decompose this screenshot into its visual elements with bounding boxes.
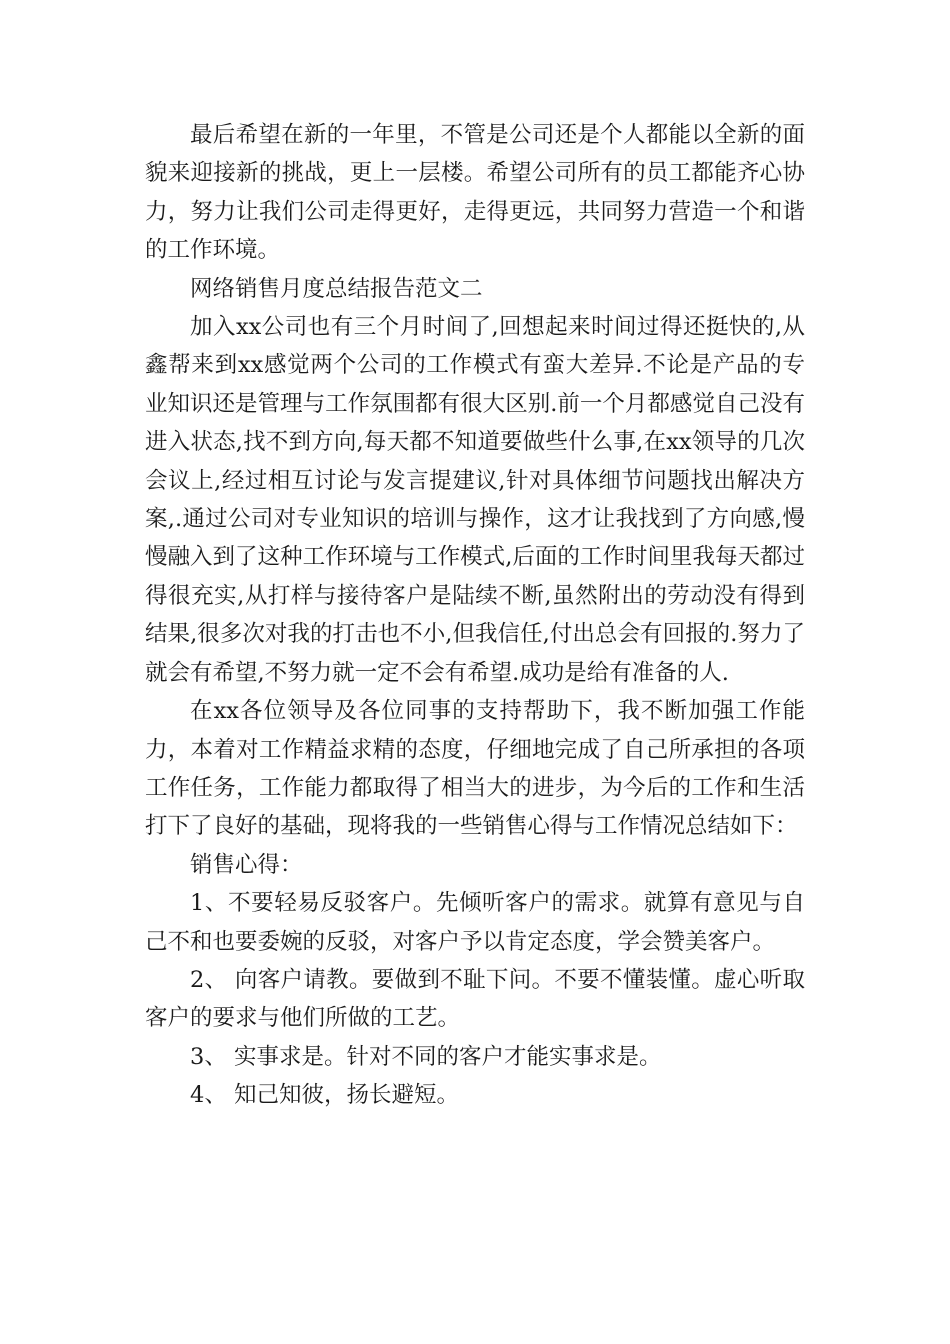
- section-title: 网络销售月度总结报告范文二: [190, 275, 483, 302]
- subsection-title-sales-insights: 销售心得：: [190, 851, 303, 878]
- paragraph-joining-company: 加入xx公司也有三个月时间了,回想起来时间过得还挺快的,从鑫帮来到xx感觉两个公司的工作模式有蛮大差异.不论是产品的专业知识还是管理与工作氛围都有很大区别.前一个月都感觉自己没有进入状态,找不到方向,每天都不知道要做些什么事,在xx领导的几次会议上,经过相互讨论与发言提建议,针对具体细节问题找出解决方案,.通过公司对专业知识的培训与操作，这才让我找到了方向感,慢慢融入到了这种工作环境与工作模式,后面的工作时间里我每天都过得很充实,从打样与接待客户是陆续不断,虽然附出的劳动没有得到结果,很多次对我的打击也不小,但我信任,付出总会有回报的.努力了就会有希望,不努力就一定不会有希望.成功是给有准备的人.: [145, 314, 805, 686]
- list-item-3: 3、 实事求是。针对不同的客户才能实事求是。: [190, 1043, 662, 1070]
- document-body: [145, 116, 805, 1115]
- paragraph-work-summary-intro: 在xx各位领导及各位同事的支持帮助下，我不断加强工作能力，本着对工作精益求精的态度，仔细地完成了自己所承担的各项工作任务，工作能力都取得了相当大的进步，为今后的工作和生活打下了良好的基础，现将我的一些销售心得与工作情况总结如下：: [145, 698, 805, 840]
- list-item-4: 4、 知己知彼，扬长避短。: [190, 1082, 459, 1109]
- paragraph-closing-wish: 最后希望在新的一年里，不管是公司还是个人都能以全新的面貌来迎接新的挑战，更上一层楼。希望公司所有的员工都能齐心协力，努力让我们公司走得更好，走得更远，共同努力营造一个和谐的工作环境。: [145, 122, 805, 264]
- list-item-1: 1、不要轻易反驳客户。先倾听客户的需求。就算有意见与自己不和也要委婉的反驳，对客户予以肯定态度，学会赞美客户。: [145, 890, 805, 955]
- list-item-2: 2、 向客户请教。要做到不耻下问。不要不懂装懂。虚心听取客户的要求与他们所做的工艺。: [145, 966, 805, 1032]
